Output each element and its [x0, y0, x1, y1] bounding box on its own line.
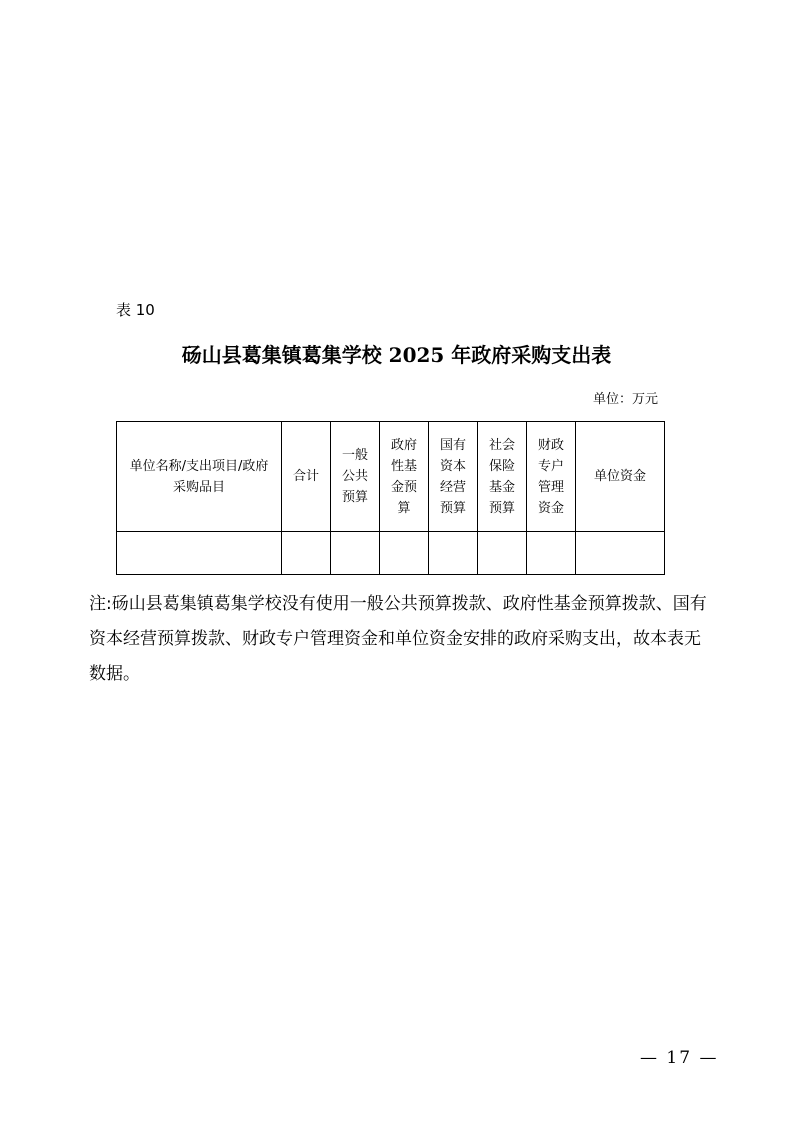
footnote: 注:砀山县葛集镇葛集学校没有使用一般公共预算拨款、政府性基金预算拨款、国有资本经营预算拨款、财政专户管理资金和单位资金安排的政府采购支出，故本表无数据。 — [89, 594, 707, 684]
header-cell-unit-name: 单位名称/支出项目/政府采购品目 — [117, 422, 282, 532]
procurement-table — [116, 421, 665, 575]
header-cell-general-budget: 一般公共预算 — [331, 422, 380, 532]
table-cell — [527, 532, 576, 575]
header-cell-social-insurance-budget: 社会保险基金预算 — [478, 422, 527, 532]
table-cell — [576, 532, 665, 575]
header-cell-total: 合计 — [282, 422, 331, 532]
table-cell — [282, 532, 331, 575]
header-cell-special-account-funds: 财政专户管理资金 — [527, 422, 576, 532]
table-cell — [380, 532, 429, 575]
table-row — [117, 532, 665, 575]
header-cell-state-capital-budget: 国有资本经营预算 — [429, 422, 478, 532]
page-number: — 17 — — [640, 1048, 719, 1068]
table-header-row — [117, 422, 665, 532]
table-cell — [429, 532, 478, 575]
header-cell-gov-fund-budget: 政府性基金预算 — [380, 422, 429, 532]
table-label: 表 10 — [116, 301, 155, 319]
document-title: 砀山县葛集镇葛集学校 2025 年政府采购支出表 — [181, 343, 612, 367]
table-cell — [331, 532, 380, 575]
header-cell-unit-funds: 单位资金 — [576, 422, 665, 532]
unit-note: 单位：万元 — [592, 392, 658, 407]
table-cell — [478, 532, 527, 575]
table-cell — [117, 532, 282, 575]
